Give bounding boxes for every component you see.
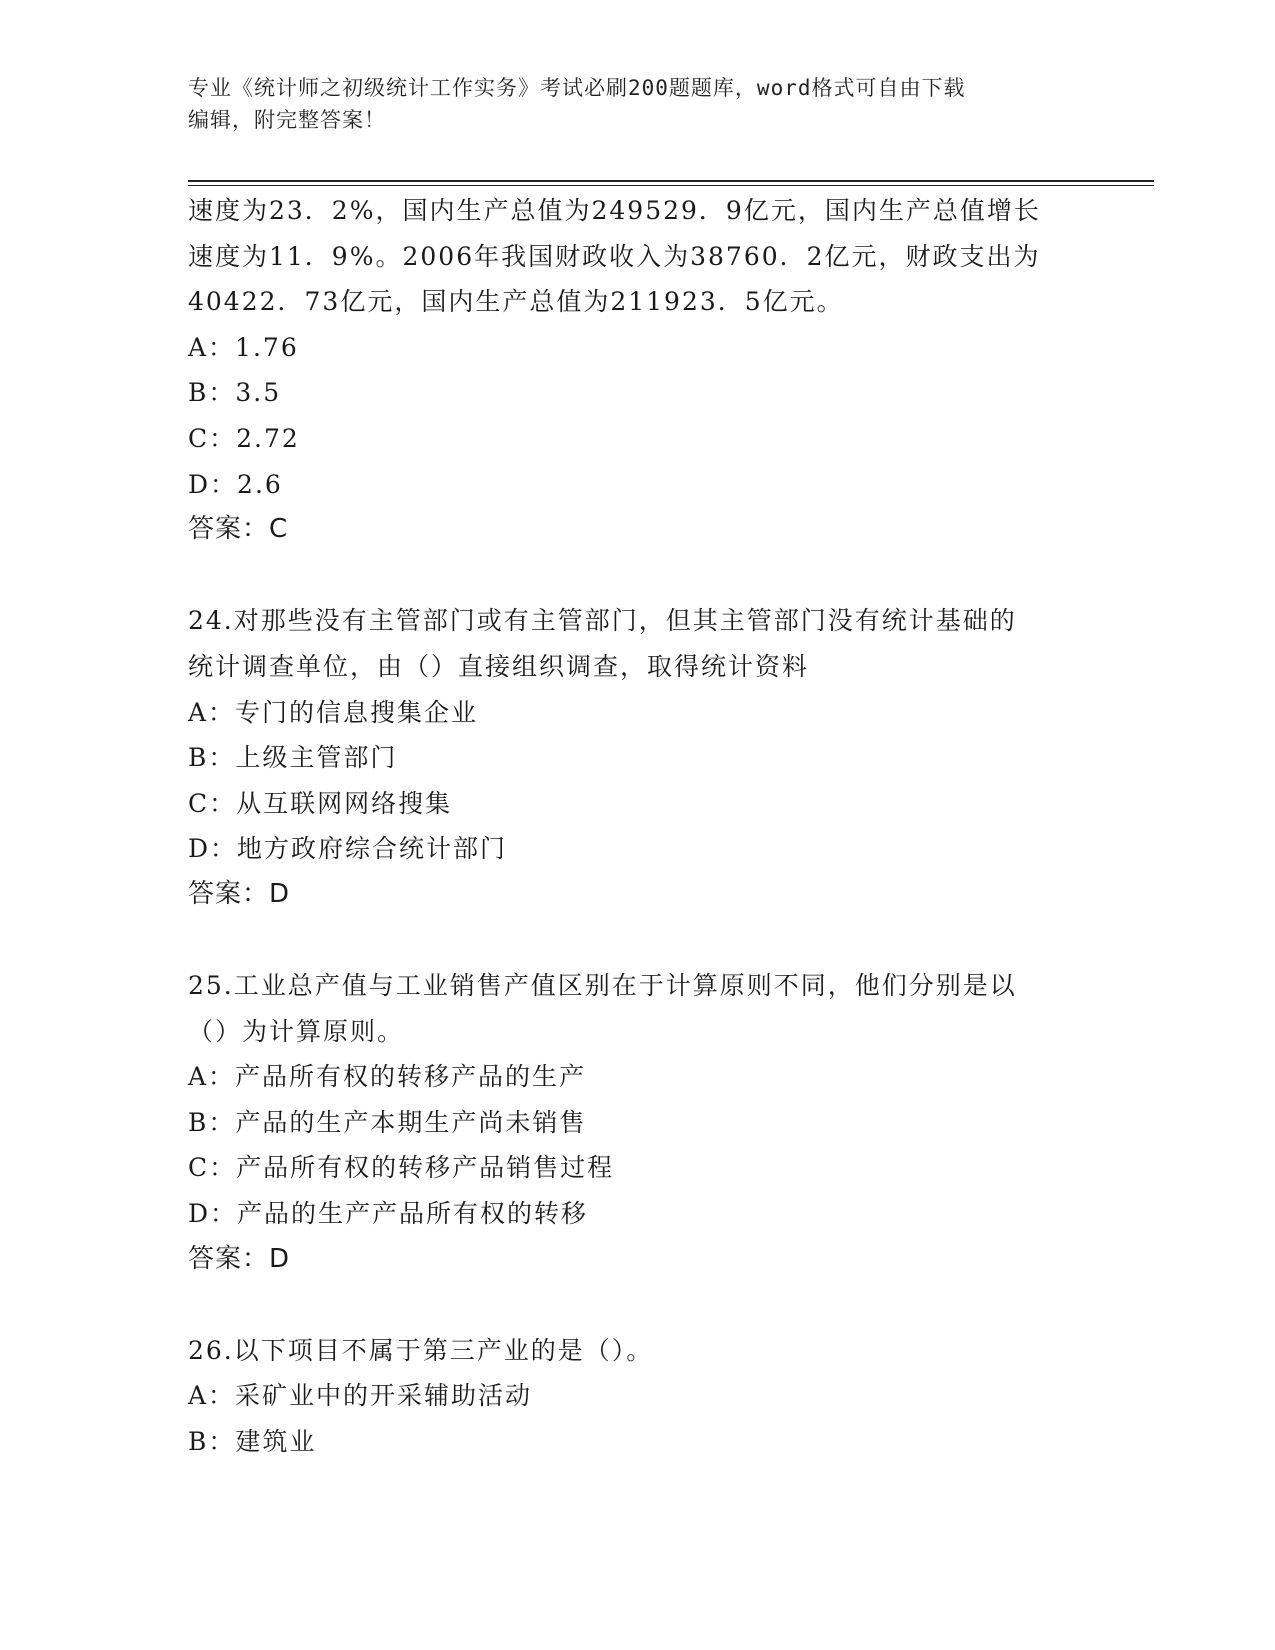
answer-label: 答案：C — [188, 514, 289, 545]
answer-label: 答案：D — [188, 1243, 291, 1274]
option-d: D：地方政府综合统计部门 — [188, 834, 508, 864]
question-text-line: （）为计算原则。 — [188, 1016, 405, 1046]
question-text-line: 25.工业总产值与工业销售产值区别在于计算原则不同，他们分别是以 — [188, 971, 1017, 1001]
question-text-line: 26.以下项目不属于第三产业的是（）。 — [188, 1335, 654, 1365]
question-25 — [188, 963, 1088, 1282]
option-a: A：采矿业中的开采辅助活动 — [188, 1381, 533, 1411]
question-text-line: 40422．73亿元，国内生产总值为211923．5亿元。 — [188, 287, 844, 317]
header-title-line1: 专业《统计师之初级统计工作实务》考试必刷200题题库，word格式可自由下载 — [188, 76, 966, 100]
option-b: B：上级主管部门 — [188, 743, 398, 773]
question-text-line: 速度为11．9%。2006年我国财政收入为38760．2亿元，财政支出为 — [188, 241, 1041, 271]
header-title-line2: 编辑，附完整答案！ — [188, 108, 386, 132]
option-b: B：3.5 — [188, 378, 282, 408]
option-b: B：产品的生产本期生产尚未销售 — [188, 1107, 587, 1137]
answer-label: 答案：D — [188, 878, 291, 909]
option-c: C：2.72 — [188, 423, 300, 453]
header-divider-thin — [188, 185, 1154, 186]
question-26 — [188, 1328, 1088, 1465]
option-d: D：2.6 — [188, 469, 283, 499]
question-24 — [188, 598, 1088, 917]
question-text-line: 24.对那些没有主管部门或有主管部门，但其主管部门没有统计基础的 — [188, 606, 1017, 636]
document-header — [188, 72, 1088, 136]
option-a: A：专门的信息搜集企业 — [188, 697, 479, 727]
header-divider-thick — [188, 180, 1154, 182]
question-text-line: 统计调查单位，由（）直接组织调查，取得统计资料 — [188, 651, 810, 681]
option-b: B：建筑业 — [188, 1427, 317, 1457]
spacer — [188, 918, 1088, 964]
question-23-continuation — [188, 188, 1088, 553]
option-c: C：产品所有权的转移产品销售过程 — [188, 1153, 615, 1183]
option-d: D：产品的生产产品所有权的转移 — [188, 1199, 589, 1229]
document-body — [188, 188, 1088, 1465]
option-a: A：1.76 — [188, 332, 299, 362]
spacer — [188, 1282, 1088, 1328]
option-a: A：产品所有权的转移产品的生产 — [188, 1062, 587, 1092]
question-text-line: 速度为23．2%，国内生产总值为249529．9亿元，国内生产总值增长 — [188, 196, 1041, 225]
spacer — [188, 553, 1088, 599]
option-c: C：从互联网网络搜集 — [188, 788, 453, 818]
